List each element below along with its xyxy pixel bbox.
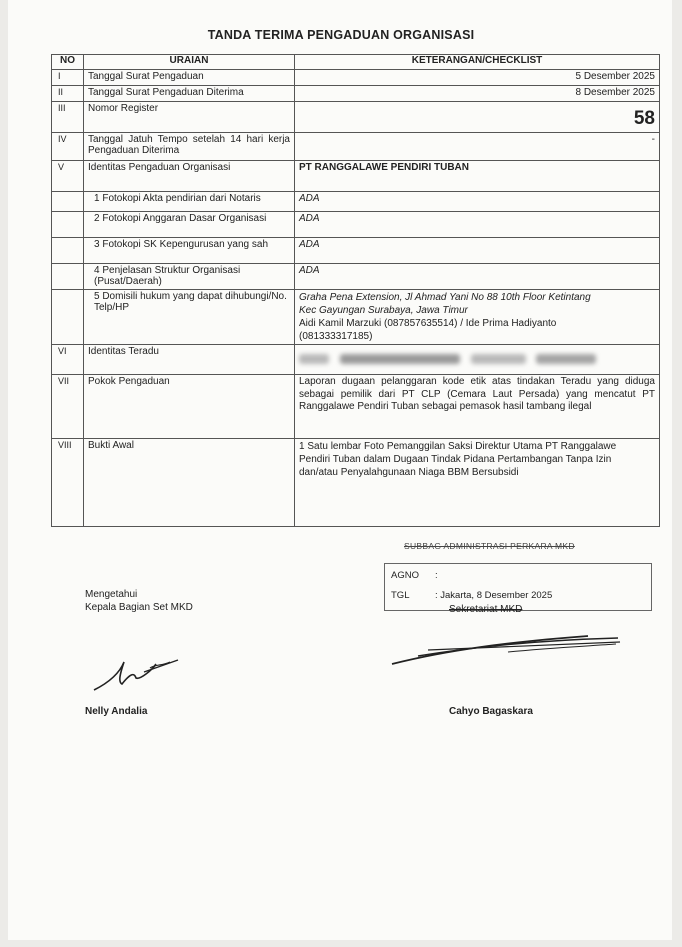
row-label: Bukti Awal [84,439,295,527]
acknowledged-label: Mengetahui [85,589,138,600]
row-value: - [295,133,660,161]
left-signatory-name: Nelly Andalia [85,706,148,717]
table-row [52,133,660,161]
row-number: III [52,102,84,133]
row-label: Identitas Teradu [84,345,295,375]
row-label: Tanggal Surat Pengaduan Diterima [84,86,295,102]
redaction-blur [536,354,596,364]
contact-line: (081333317185) [299,331,373,342]
row-value: ADA [295,192,660,212]
table-row [52,212,660,238]
row-value: ADA [295,264,660,290]
row-label: Tanggal Jatuh Tempo setelah 14 hari kerja Pengaduan Diterima [84,133,295,161]
contact-line: Aidi Kamil Marzuki (087857635514) / Ide Prima Hadiyanto [299,318,557,329]
row-number: VII [52,375,84,439]
header-no: NO [52,55,84,70]
row-label: Pokok Pengaduan [84,375,295,439]
address-line: Graha Pena Extension, Jl Ahmad Yani No 88 10th Floor Ketintang [299,292,591,303]
row-number: I [52,70,84,86]
acknowledged-block [85,588,193,614]
row-number: VIII [52,439,84,527]
signature-left [90,652,190,697]
row-label: 2 Fotokopi Anggaran Dasar Organisasi [84,212,295,238]
redacted-value [295,345,660,375]
header-keterangan: KETERANGAN/CHECKLIST [295,55,660,70]
address-line: Kec Gayungan Surabaya, Jawa Timur [299,305,468,316]
signature-right [388,630,628,670]
complaint-table [51,54,660,527]
row-value: ADA [295,238,660,264]
row-label: Tanggal Surat Pengaduan [84,70,295,86]
address-cell [295,290,660,345]
table-row [52,439,660,527]
row-label: Nomor Register [84,102,295,133]
stamp-title: SUBBAG ADMINISTRASI PERKARA MKD [404,541,575,551]
table-header [52,55,660,70]
row-label: 5 Domisili hukum yang dapat dihubungi/No. Telp/HP [84,290,295,345]
stamp-tgl-value: : Jakarta, 8 Desember 2025 [435,590,553,601]
redaction-blur [471,354,526,364]
table-row [52,264,660,290]
register-number: 58 [295,102,660,133]
row-number: V [52,161,84,192]
table-row [52,238,660,264]
row-value: ADA [295,212,660,238]
table-row [52,161,660,192]
row-value: 8 Desember 2025 [295,86,660,102]
table-row [52,86,660,102]
acknowledged-position: Kepala Bagian Set MKD [85,602,193,613]
secretariat-label: Sekretariat MKD [449,604,523,615]
row-label: 3 Fotokopi SK Kepengurusan yang sah [84,238,295,264]
table-row [52,192,660,212]
table-row [52,375,660,439]
right-signatory-name: Cahyo Bagaskara [449,706,533,717]
header-uraian: URAIAN [84,55,295,70]
redaction-blur [299,354,329,364]
row-number: VI [52,345,84,375]
document-title: TANDA TERIMA PENGADUAN ORGANISASI [207,28,475,42]
row-label: Identitas Pengaduan Organisasi [84,161,295,192]
table-row [52,70,660,86]
table-row [52,290,660,345]
stamp-tgl-label: TGL [391,590,410,601]
redaction-blur [340,354,460,364]
row-value: 5 Desember 2025 [295,70,660,86]
row-label: 4 Penjelasan Struktur Organisasi (Pusat/Daerah) [84,264,295,290]
row-number: IV [52,133,84,161]
stamp-agno-value: : [435,570,438,581]
stamp-agno-label: AGNO [391,570,419,581]
complaint-subject: Laporan dugaan pelanggaran kode etik atas tindakan Teradu yang diduga sebagai pemilik dari PT CLP (Cemara Laut Persada) yang mencatut PT Ranggalawe Pendiri Tuban sebagai pemasok hasil tambang ilegal [295,375,660,439]
organization-name: PT RANGGALAWE PENDIRI TUBAN [295,161,660,192]
row-label: 1 Fotokopi Akta pendirian dari Notaris [84,192,295,212]
table-row [52,345,660,375]
evidence-text: 1 Satu lembar Foto Pemanggilan Saksi Direktur Utama PT Ranggalawe Pendiri Tuban dalam Dugaan Tindak Pidana Pertambangan Tanpa Izin dan/atau Penyalahgunaan Niaga BBM Bersubsidi [295,439,660,527]
row-number: II [52,86,84,102]
table-row [52,102,660,133]
